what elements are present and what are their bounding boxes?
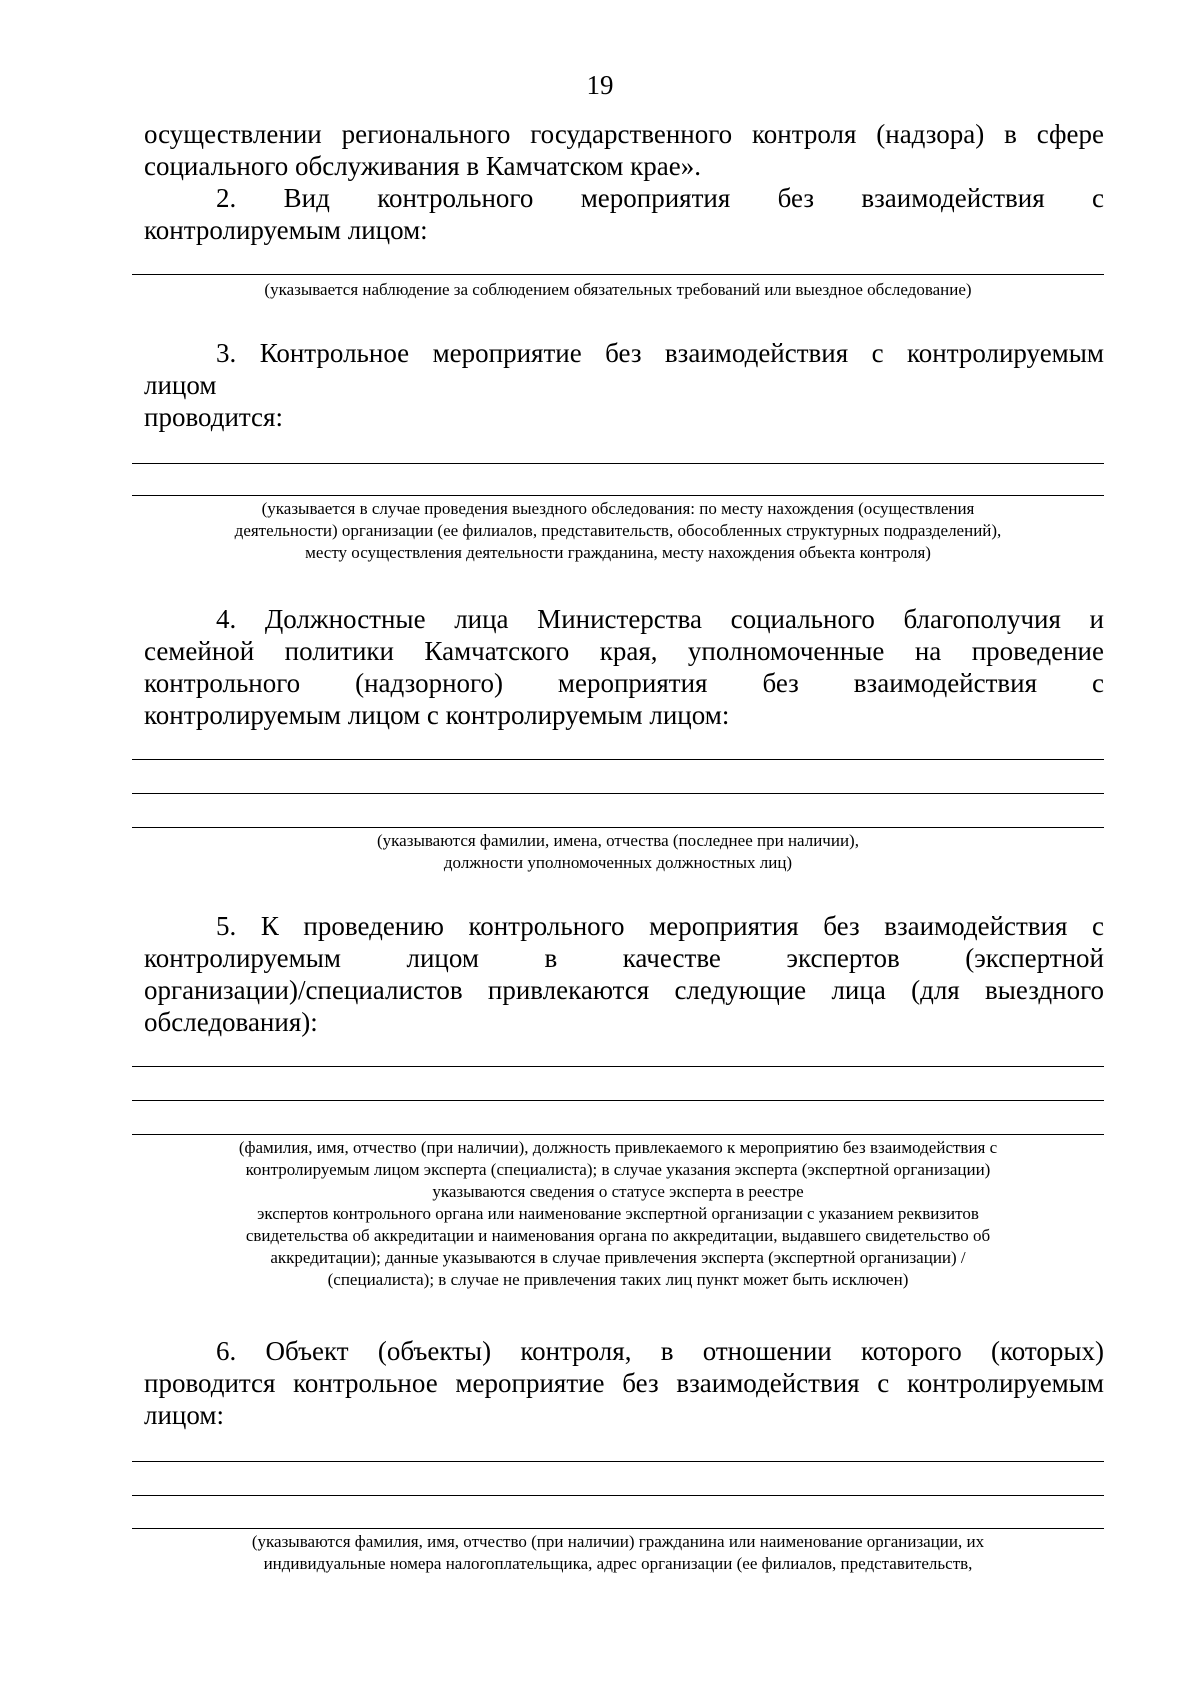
section-1-line: социального обслуживания в Камчатском крае». xyxy=(144,151,701,181)
section-2-text xyxy=(144,182,1104,246)
page-number: 19 xyxy=(586,70,614,100)
caption-line: деятельности) организации (ее филиалов, представительств, обособленных структурных подразделений), xyxy=(234,521,1002,540)
fill-line xyxy=(132,463,1104,464)
caption-line: (указывается наблюдение за соблюдением обязательных требований или выездное обследование) xyxy=(264,280,972,299)
section-1-line: осуществлении регионального государственного контроля (надзора) в сфере xyxy=(144,119,1104,149)
fill-line xyxy=(132,759,1104,760)
section-3-line: 3. Контрольное мероприятие без взаимодействия с контролируемым xyxy=(216,338,1104,368)
caption-line: аккредитации); данные указываются в случае привлечения эксперта (экспертной организации) / xyxy=(270,1248,966,1267)
fill-line xyxy=(132,793,1104,794)
field-caption xyxy=(132,830,1104,874)
field-caption xyxy=(132,498,1104,564)
field-caption xyxy=(132,1137,1104,1291)
section-4-line: контрольного (надзорного) мероприятия без взаимодействия с xyxy=(144,668,1104,698)
fill-line xyxy=(132,274,1104,275)
caption-line: (специалиста); в случае не привлечения таких лиц пункт может быть исключен) xyxy=(327,1270,909,1289)
section-3-line: лицом xyxy=(144,370,217,400)
section-6-text xyxy=(144,1335,1104,1431)
section-5-line: 5. К проведению контрольного мероприятия без взаимодействия с xyxy=(216,911,1104,941)
caption-line: месту осуществления деятельности гражданина, месту нахождения объекта контроля) xyxy=(305,543,931,562)
caption-line: (указывается в случае проведения выездного обследования: по месту нахождения (осуществления xyxy=(261,499,975,518)
caption-line: контролируемым лицом эксперта (специалиста); в случае указания эксперта (экспертной организации) xyxy=(245,1160,991,1179)
fill-line xyxy=(132,1495,1104,1496)
fill-line xyxy=(132,1461,1104,1462)
section-4-text xyxy=(144,603,1104,731)
caption-line: должности уполномоченных должностных лиц) xyxy=(443,853,793,872)
section-2-line: контролируемым лицом: xyxy=(144,215,428,245)
section-4-line: семейной политики Камчатского края, уполномоченные на проведение xyxy=(144,636,1104,666)
caption-line: указываются сведения о статусе эксперта в реестре xyxy=(432,1182,804,1201)
fill-line xyxy=(132,495,1104,496)
caption-line: экспертов контрольного органа или наименование экспертной организации с указанием реквизитов xyxy=(257,1204,979,1223)
section-3-line: проводится: xyxy=(144,402,283,432)
section-6-line: проводится контрольное мероприятие без взаимодействия с контролируемым xyxy=(144,1368,1104,1398)
caption-line: (фамилия, имя, отчество (при наличии), должность привлекаемого к мероприятию без взаимодействия с xyxy=(238,1138,998,1157)
caption-line: (указываются фамилия, имя, отчество (при наличии) гражданина или наименование организации, их xyxy=(251,1532,985,1551)
section-6-line: лицом: xyxy=(144,1400,224,1430)
field-caption xyxy=(132,279,1104,301)
fill-line xyxy=(132,1134,1104,1135)
section-5-text xyxy=(144,910,1104,1038)
fill-line xyxy=(132,827,1104,828)
section-5-line: контролируемым лицом в качестве экспертов (экспертной xyxy=(144,943,1104,973)
fill-line xyxy=(132,1100,1104,1101)
section-4-line: 4. Должностные лица Министерства социального благополучия и xyxy=(216,604,1104,634)
caption-line: индивидуальные номера налогоплательщика, адрес организации (ее филиалов, представительств, xyxy=(263,1554,973,1573)
section-4-line: контролируемым лицом с контролируемым лицом: xyxy=(144,700,730,730)
fill-line xyxy=(132,1066,1104,1067)
field-caption xyxy=(132,1531,1104,1575)
caption-line: свидетельства об аккредитации и наименования органа по аккредитации, выдавшего свидетельство об xyxy=(245,1226,991,1245)
section-5-line: организации)/специалистов привлекаются следующие лица (для выездного xyxy=(144,975,1104,1005)
section-6-line: 6. Объект (объекты) контроля, в отношении которого (которых) xyxy=(216,1336,1104,1366)
section-1-text xyxy=(144,118,1104,182)
section-3-text xyxy=(144,337,1104,433)
fill-line xyxy=(132,1528,1104,1529)
section-5-line: обследования): xyxy=(144,1007,318,1037)
caption-line: (указываются фамилии, имена, отчества (последнее при наличии), xyxy=(377,831,859,850)
section-2-line: 2. Вид контрольного мероприятия без взаимодействия с xyxy=(216,183,1104,213)
